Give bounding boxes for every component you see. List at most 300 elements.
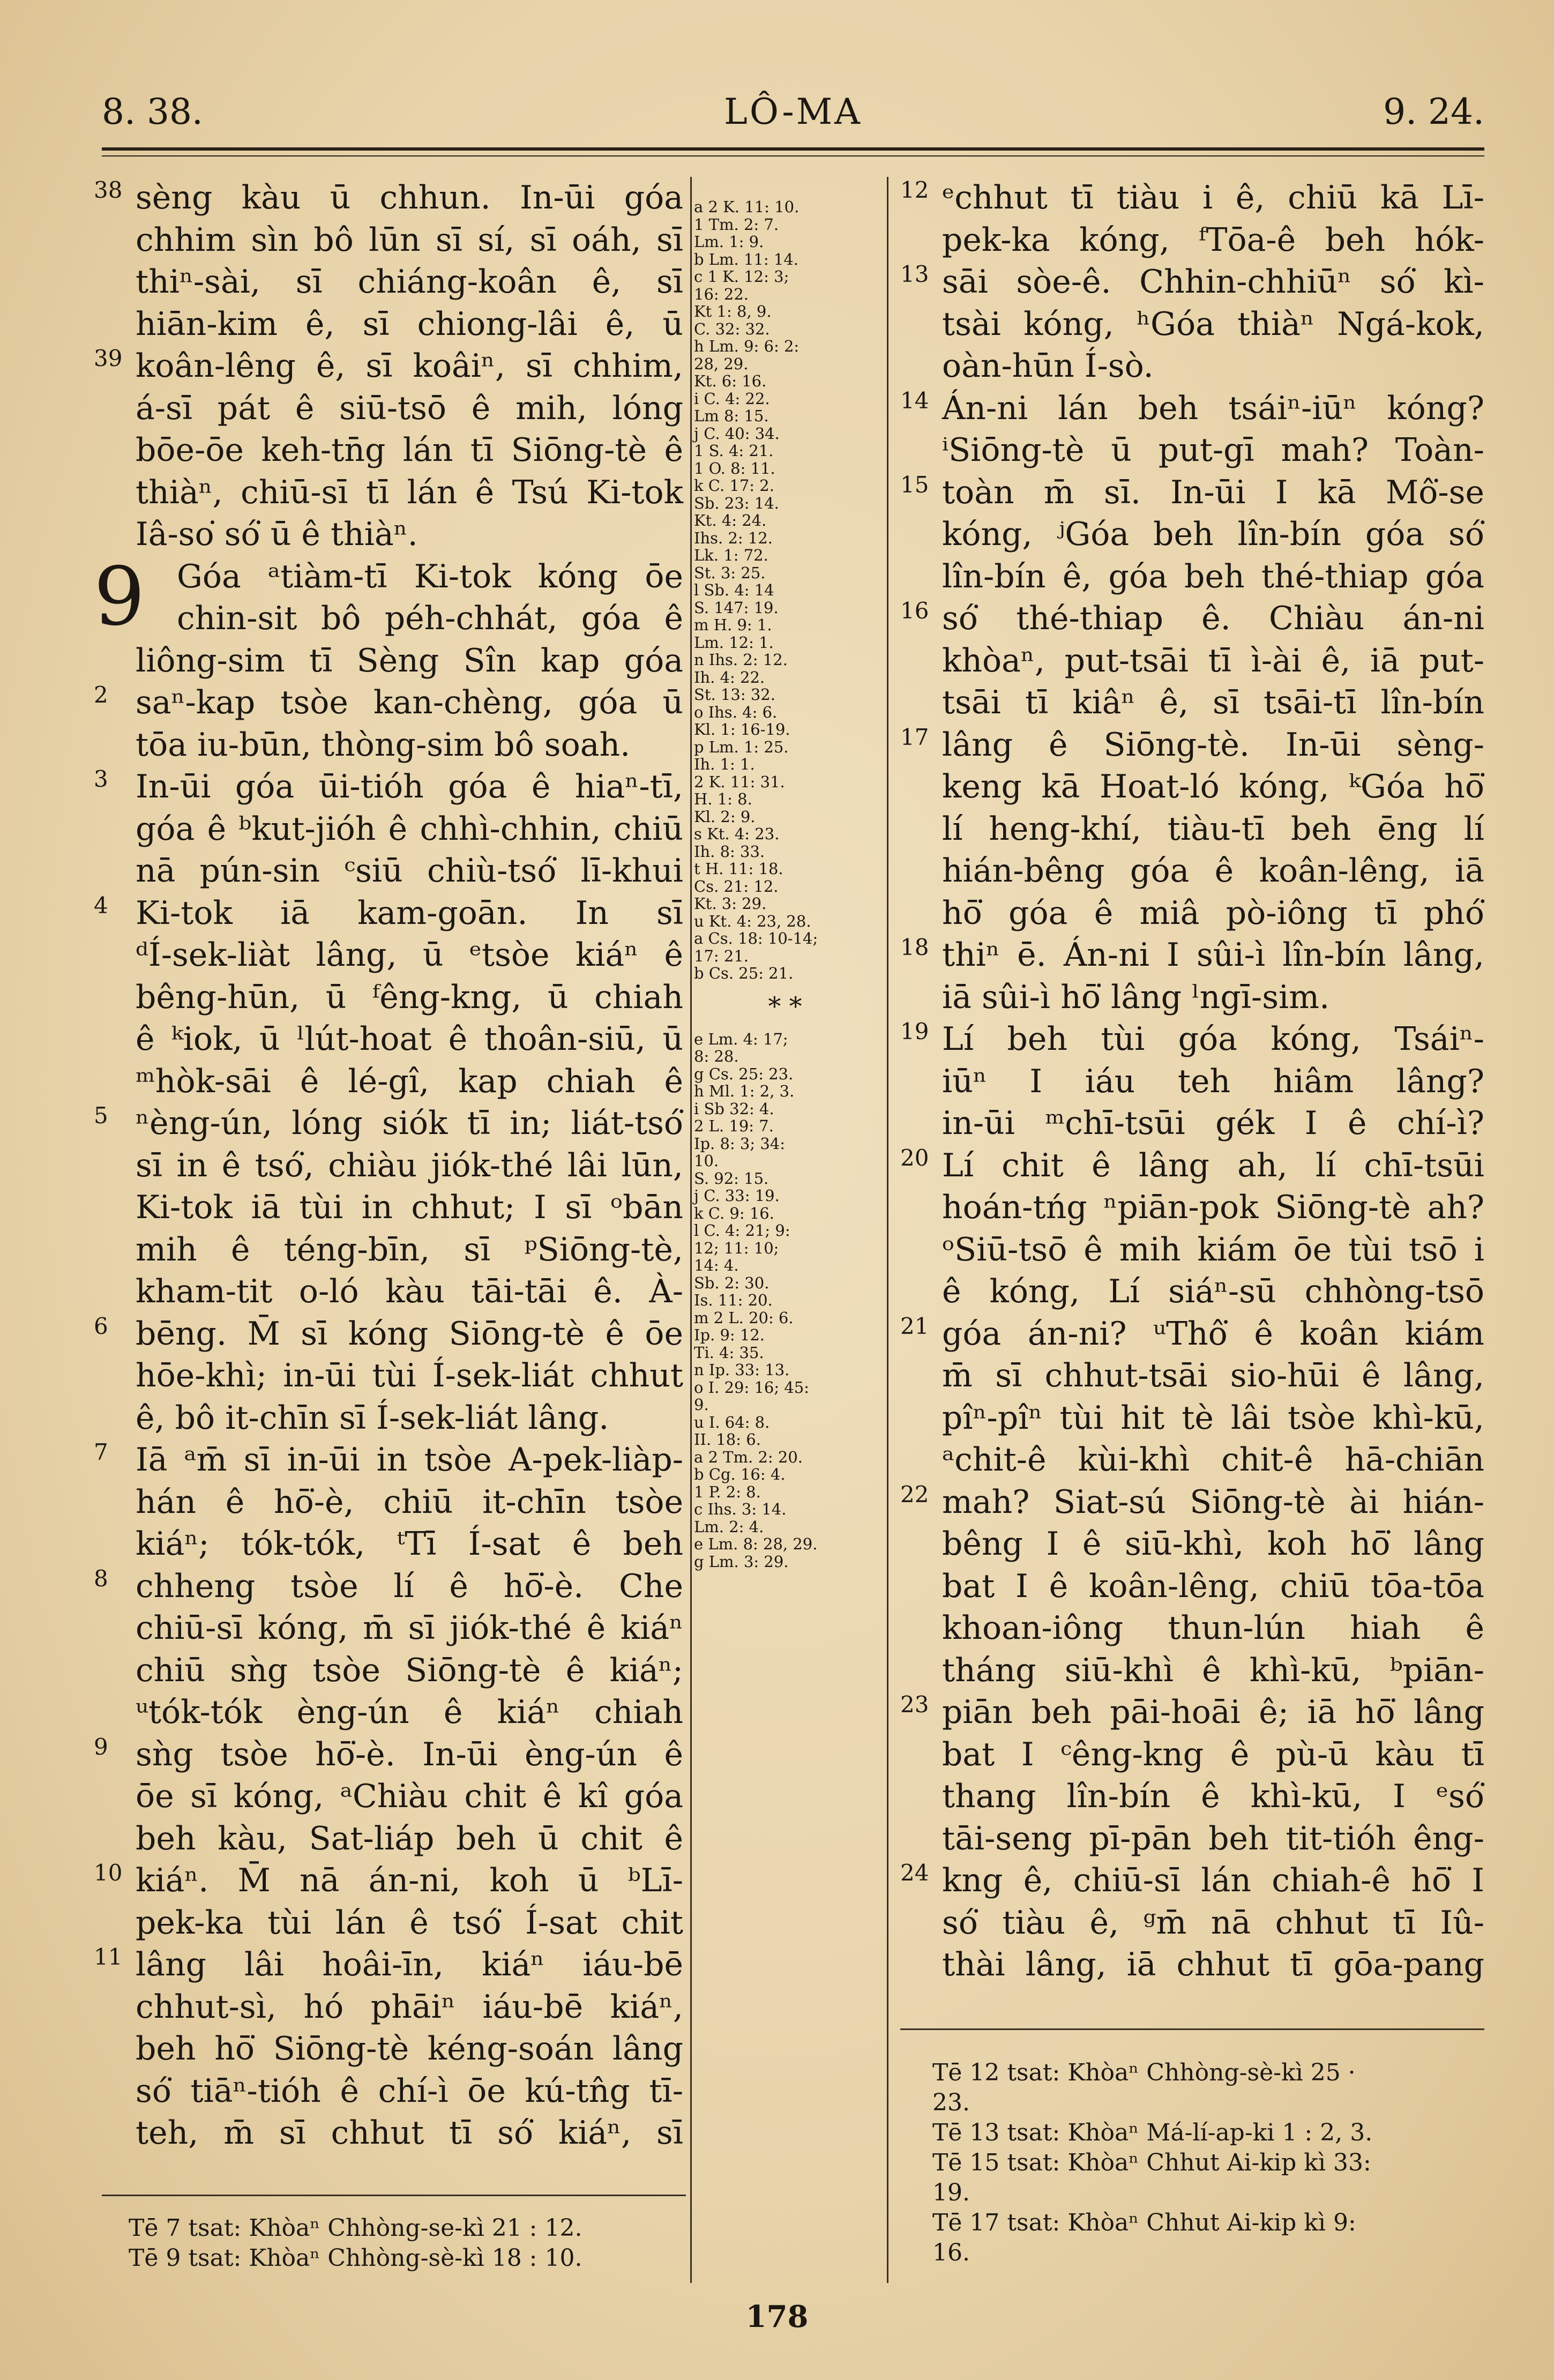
footnote-line: Tē 7 tsat: Khòaⁿ Chhòng-se-kì 21 : 12. <box>129 2214 582 2242</box>
verse-number: 20 <box>900 1144 929 1171</box>
right-verse-line <box>900 766 1484 808</box>
verse-text: hiān-kim ê, sī chiong-lâi ê, ū <box>136 305 683 343</box>
cross-reference: e Lm. 4: 17; <box>694 1029 788 1048</box>
verse-text: tsài kóng, ʰGóa thiàⁿ Ngá-kok, <box>942 305 1484 343</box>
left-verse-line <box>94 513 683 556</box>
right-verse-line <box>900 556 1484 598</box>
verse-text: ᵉchhut tī tiàu i ê, chiū kā Lī- <box>942 179 1484 217</box>
verse-number: 24 <box>900 1860 929 1886</box>
left-verse-line <box>94 1187 683 1229</box>
verse-text: khòaⁿ, put-tsāi tī ì-ài ê, iā put- <box>942 641 1484 680</box>
verse-text: thiàⁿ, chiū-sī tī lán ê Tsú Ki-tok <box>136 473 683 511</box>
verse-text: teh, m̄ sī chhut tī só͘ kiáⁿ, sī <box>136 2114 683 2152</box>
cross-reference: 1 O. 8: 11. <box>694 459 775 478</box>
right-verse-line <box>900 1775 1484 1818</box>
left-verse-line <box>94 1355 683 1397</box>
cross-reference: g Cs. 25: 23. <box>694 1064 794 1083</box>
verse-text: Iā ᵃm̄ sī in-ūi in tsòe A-pek-liàp- <box>136 1441 683 1479</box>
cross-reference: i Sb 32: 4. <box>694 1099 774 1118</box>
cross-reference: m H. 9: 1. <box>694 616 772 634</box>
right-verse-line <box>900 598 1484 640</box>
verse-text: lí heng-khí, tiàu-tī beh ēng lí <box>942 810 1484 848</box>
verse-number: 39 <box>94 345 123 371</box>
verse-text: kham-tit o-ló kàu tāi-tāi ê. À- <box>136 1273 683 1310</box>
verse-text: ê ᵏiok, ū ˡlút-hoat ê thoân-siū, ū <box>136 1020 683 1058</box>
cross-reference: b Cs. 25: 21. <box>694 964 794 982</box>
footnote-rule-right <box>900 2028 1484 2030</box>
left-verse-line <box>94 219 683 262</box>
cross-reference: Sb. 23: 14. <box>694 494 779 512</box>
right-verse-line <box>900 1187 1484 1229</box>
left-verse-line <box>94 1650 683 1692</box>
cross-reference: Cs. 21: 12. <box>694 877 779 896</box>
left-verse-line <box>94 1271 683 1313</box>
verse-number: 9 <box>94 1733 108 1760</box>
verse-text: ᵘtók-tók èng-ún ê kiáⁿ chiah <box>136 1693 683 1731</box>
verse-text: liông-sim tī Sèng Sîn kap góa <box>136 641 683 680</box>
verse-number: 14 <box>900 387 929 414</box>
left-verse-line <box>94 1397 683 1439</box>
cross-reference: m 2 L. 20: 6. <box>694 1308 794 1327</box>
cross-reference: 12; 11: 10; <box>694 1239 779 1257</box>
verse-text: m̄ sī chhut-tsāi sio-hūi ê lâng, <box>942 1357 1484 1394</box>
left-verse-line <box>94 1944 683 1986</box>
cross-reference: c Ihs. 3: 14. <box>694 1500 787 1518</box>
chapter-number: 9 <box>94 550 145 644</box>
cross-reference: Kt. 3: 29. <box>694 894 767 913</box>
verse-text: oàn-hūn Í-sò. <box>942 347 1154 385</box>
cross-reference: 1 S. 4: 21. <box>694 442 774 460</box>
verse-text: pek-ka kóng, ᶠTōa-ê beh hók- <box>942 221 1484 259</box>
verse-text: piān beh pāi-hoāi ê; iā hō͘ lâng <box>942 1693 1484 1731</box>
verse-number: 19 <box>900 1018 929 1044</box>
right-verse-line <box>900 1061 1484 1103</box>
cross-reference: Sb. 2: 30. <box>694 1273 769 1292</box>
footnote-line: 23. <box>932 2089 970 2116</box>
cross-reference: Ip. 9: 12. <box>694 1326 765 1344</box>
verse-text: chin-sit bô péh-chhát, góa ê <box>177 600 683 637</box>
right-verse-line <box>900 1650 1484 1692</box>
header-right-ref: 9. 24. <box>1383 91 1484 132</box>
verse-text: bēng. M̄ sī kóng Siōng-tè ê ōe <box>136 1315 683 1353</box>
header-rule-thin <box>102 155 1484 156</box>
verse-text: In-ūi góa ūi-tióh góa ê hiaⁿ-tī, <box>136 768 683 805</box>
left-verse-line <box>94 345 683 387</box>
cross-reference: St. 3: 25. <box>694 563 766 582</box>
verse-text: beh kàu, Sat-liáp beh ū chit ê <box>136 1819 683 1857</box>
cross-reference: Lm. 12: 1. <box>694 633 774 652</box>
verse-number: 12 <box>900 177 929 203</box>
verse-number: 38 <box>94 177 123 203</box>
left-verse-line <box>94 2028 683 2070</box>
verse-text: ᵒSiū-tsō ê mih kiám ōe tùi tsō i <box>942 1230 1484 1269</box>
verse-text: toàn m̄ sī. In-ūi I kā Mô͘-se <box>942 473 1484 511</box>
right-verse-line <box>900 640 1484 682</box>
verse-text: Lí chit ê lâng ah, lí chī-tsūi <box>942 1146 1484 1184</box>
verse-text: Góa ᵃtiàm-tī Ki-tok kóng ōe <box>177 557 683 595</box>
left-verse-line <box>94 1818 683 1860</box>
cross-reference: k C. 9: 16. <box>694 1204 774 1222</box>
footnotes-left <box>129 2213 582 2273</box>
right-verse-line <box>900 472 1484 514</box>
right-verse-line <box>900 682 1484 724</box>
verse-text: góa ê ᵇkut-jióh ê chhì-chhin, chiū <box>136 810 683 848</box>
verse-text: chiū-sī kóng, m̄ sī jiók-thé ê kiáⁿ <box>136 1609 683 1647</box>
cross-reference: II. 18: 6. <box>694 1430 761 1449</box>
right-verse-line <box>900 1102 1484 1145</box>
verse-number: 11 <box>94 1944 123 1970</box>
cross-reference-column <box>694 198 876 1570</box>
left-verse-line <box>94 1481 683 1524</box>
header-rule <box>102 147 1484 151</box>
left-verse-line <box>94 387 683 430</box>
right-verse-line <box>900 1523 1484 1565</box>
cross-reference: 2 K. 11: 31. <box>694 772 785 791</box>
right-verse-line <box>900 219 1484 262</box>
cross-reference: 28, 29. <box>694 354 749 373</box>
left-verse-line <box>94 1902 683 1944</box>
footnote-line: 16. <box>932 2239 970 2266</box>
verse-number: 18 <box>900 934 929 960</box>
right-verse-line <box>900 1018 1484 1061</box>
verse-text: in-ūi ᵐchī-tsūi gék I ê chí-ì? <box>942 1105 1484 1142</box>
verse-text: thiⁿ ē. Án-ni I sûi-ì lîn-bín lâng, <box>942 936 1484 974</box>
verse-text: só͘ tiāⁿ-tióh ê chí-ì ōe kú-tn̂g tī- <box>136 2072 683 2110</box>
verse-text: bat I ê koân-lêng, chiū tōa-tōa <box>942 1567 1484 1605</box>
verse-number: 15 <box>900 471 929 498</box>
right-verse-line <box>900 892 1484 935</box>
verse-number: 21 <box>900 1312 929 1339</box>
footnotes-right <box>932 2058 1372 2268</box>
verse-text: chhut-sì, hó phāiⁿ iáu-bē kiáⁿ, <box>136 1988 683 2026</box>
left-verse-line <box>94 1145 683 1187</box>
verse-text: só͘ tiàu ê, ᵍm̄ nā chhut tī Iû- <box>942 1904 1484 1942</box>
cross-reference: 9. <box>694 1396 709 1414</box>
verse-text: ᵐhòk-sāi ê lé-gî, kap chiah ê <box>136 1062 683 1100</box>
verse-text: tōa iu-būn, thòng-sim bô soah. <box>136 726 631 764</box>
running-header <box>102 91 1484 139</box>
right-verse-line <box>900 1818 1484 1860</box>
left-verse-line <box>94 1734 683 1776</box>
cross-reference: 8: 28. <box>694 1047 739 1065</box>
left-verse-line <box>94 724 683 766</box>
cross-reference: 2 L. 19: 7. <box>694 1117 774 1135</box>
cross-reference: n Ip. 33: 13. <box>694 1361 790 1379</box>
cross-reference: S. 147: 19. <box>694 598 779 617</box>
right-verse-line <box>900 1944 1484 1986</box>
verse-text: Án-ni lán beh tsáiⁿ-iūⁿ kóng? <box>942 389 1484 427</box>
verse-number: 3 <box>94 766 108 792</box>
right-verse-line <box>900 1145 1484 1187</box>
cross-reference: Kt. 6: 16. <box>694 372 767 390</box>
cross-reference: 1 Tm. 2: 7. <box>694 215 779 234</box>
cross-reference: a 2 Tm. 2: 20. <box>694 1448 803 1466</box>
footnote-line: Tē 12 tsat: Khòaⁿ Chhòng-sè-kì 25 · <box>932 2059 1356 2086</box>
left-verse-line <box>94 2112 683 2154</box>
verse-text: ê, bô it-chīn sī Í-sek-liát lâng. <box>136 1399 609 1437</box>
left-verse-line <box>94 1607 683 1650</box>
cross-reference: 1 P. 2: 8. <box>694 1482 761 1501</box>
verse-text: thiⁿ-sài, sī chiáng-koân ê, sī <box>136 263 683 301</box>
cross-reference: j C. 40: 34. <box>694 424 780 443</box>
cross-reference: b Lm. 11: 14. <box>694 250 798 268</box>
cross-reference: h Lm. 9: 6: 2: <box>694 337 800 355</box>
cross-reference: j C. 33: 19. <box>694 1187 780 1205</box>
cross-reference: St. 13: 32. <box>694 685 775 704</box>
cross-reference: h Ml. 1: 2, 3. <box>694 1082 795 1100</box>
verse-number: 2 <box>94 682 108 708</box>
left-verse-line <box>94 682 683 724</box>
verse-text: ᵃchit-ê kùi-khì chit-ê hā-chiān <box>942 1441 1484 1479</box>
cross-reference: Lm 8: 15. <box>694 407 769 425</box>
cross-reference: Is. 11: 20. <box>694 1291 773 1309</box>
verse-text: sī in ê tsó͘, chiàu jiók-thé lâi lūn, <box>136 1146 683 1184</box>
verse-text: ê kóng, Lí siáⁿ-sū chhòng-tsō <box>942 1273 1484 1310</box>
verse-text: chheng tsòe lí ê hō͘-è. Che <box>136 1567 683 1605</box>
verse-text: bêng I ê siū-khì, koh hō͘ lâng <box>942 1525 1484 1563</box>
cross-reference: Ti. 4: 35. <box>694 1343 764 1362</box>
verse-text: thài lâng, iā chhut tī gōa-pang <box>942 1946 1484 1983</box>
verse-text: Lí beh tùi góa kóng, Tsáiⁿ- <box>942 1020 1484 1058</box>
left-verse-line <box>94 1061 683 1103</box>
cross-reference: o Ihs. 4: 6. <box>694 703 778 721</box>
verse-text: lîn-bín ê, góa beh thé-thiap góa <box>942 557 1484 595</box>
verse-text: á-sī pát ê siū-tsō ê mih, lóng <box>136 389 683 427</box>
verse-text: iā sûi-ì hō͘ lâng ˡngī-sim. <box>942 978 1330 1016</box>
verse-text: bat I ᶜêng-kng ê pù-ū kàu tī <box>942 1735 1484 1773</box>
verse-text: tháng siū-khì ê khì-kū, ᵇpiān- <box>942 1651 1484 1689</box>
right-verse-line <box>900 850 1484 892</box>
cross-reference: Kl. 2: 9. <box>694 807 756 826</box>
left-verse-line <box>94 850 683 892</box>
left-verse-line <box>94 1691 683 1734</box>
footnote-line: Tē 17 tsat: Khòaⁿ Chhut Ai-kip kì 9: <box>932 2209 1356 2236</box>
verse-text: nā pún-sin ᶜsiū chiù-tsó͘ lī-khui <box>136 852 683 890</box>
column-divider-right <box>887 177 888 2283</box>
right-verse-line <box>900 1439 1484 1481</box>
left-verse-line <box>94 472 683 514</box>
cross-reference: 10. <box>694 1152 719 1170</box>
verse-text: Iâ-so͘ só͘ ū ê thiàⁿ. <box>136 516 418 553</box>
right-verse-line <box>900 808 1484 850</box>
verse-number: 4 <box>94 892 108 919</box>
verse-text: koân-lêng ê, sī koâiⁿ, sī chhim, <box>136 347 683 385</box>
right-verse-line <box>900 429 1484 472</box>
verse-text: hián-bêng góa ê koân-lêng, iā <box>942 852 1484 890</box>
verse-text: ⁿèng-ún, lóng siók tī in; liát-tsó͘ <box>136 1105 683 1142</box>
header-book-title: LÔ-MA <box>724 91 862 132</box>
cross-reference: e Lm. 8: 28, 29. <box>694 1535 818 1553</box>
verse-number: 17 <box>900 723 929 750</box>
cross-reference: o I. 29: 16; 45: <box>694 1378 810 1397</box>
verse-number: 7 <box>94 1439 108 1465</box>
left-verse-line <box>94 1313 683 1355</box>
verse-text: khoan-iông thun-lún hiah ê <box>942 1609 1484 1647</box>
left-verse-line <box>94 1565 683 1608</box>
left-verse-line <box>94 808 683 850</box>
left-verse-line <box>94 303 683 346</box>
cross-reference: Lm. 1: 9. <box>694 233 764 251</box>
cross-reference: u Kt. 4: 23, 28. <box>694 912 811 930</box>
left-verse-line <box>94 429 683 472</box>
cross-reference: 16: 22. <box>694 285 749 303</box>
right-verse-line <box>900 303 1484 346</box>
cross-reference: Kl. 1: 16-19. <box>694 720 790 738</box>
right-verse-line <box>900 345 1484 387</box>
cross-reference: Lm. 2: 4. <box>694 1517 764 1536</box>
right-verse-line <box>900 1229 1484 1271</box>
right-verse-line <box>900 934 1484 976</box>
verse-text: sāi sòe-ê. Chhin-chhiūⁿ só͘ kì- <box>942 263 1484 301</box>
verse-number: 22 <box>900 1481 929 1508</box>
cross-reference: c 1 K. 12: 3; <box>694 267 789 286</box>
right-text-column <box>900 177 1484 1986</box>
cross-reference: Kt. 4: 24. <box>694 511 767 529</box>
verse-text: ᵈÍ-sek-liàt lâng, ū ᵉtsòe kiáⁿ ê <box>136 936 683 974</box>
verse-text: kng ê, chiū-sī lán chiah-ê hō͘ I <box>942 1862 1484 1899</box>
cross-reference: l Sb. 4: 14 <box>694 581 774 599</box>
verse-number: 16 <box>900 598 929 624</box>
verse-text: mih ê téng-bīn, sī ᵖSiōng-tè, <box>136 1230 683 1269</box>
cross-reference: C. 32: 32. <box>694 319 770 338</box>
verse-text: Ki-tok iā tùi in chhut; I sī ᵒbān <box>136 1189 683 1226</box>
verse-text: kiáⁿ. M̄ nā án-ni, koh ū ᵇLī- <box>136 1862 683 1899</box>
left-verse-line <box>94 1018 683 1061</box>
cross-reference: u I. 64: 8. <box>694 1413 770 1431</box>
left-verse-line <box>94 1775 683 1818</box>
cross-reference: S. 92: 15. <box>694 1169 769 1188</box>
cross-reference: b Cg. 16: 4. <box>694 1465 786 1483</box>
verse-number: 6 <box>94 1312 108 1339</box>
left-verse-line <box>94 640 683 682</box>
left-verse-line <box>94 177 683 219</box>
verse-number: 23 <box>900 1691 929 1718</box>
header-left-ref: 8. 38. <box>102 91 203 132</box>
left-verse-line <box>94 766 683 808</box>
cross-reference: Ih. 1: 1. <box>694 755 755 773</box>
footnote-line: Tē 15 tsat: Khòaⁿ Chhut Ai-kip kì 33: <box>932 2149 1371 2176</box>
cross-reference: Ip. 8: 3; 34: <box>694 1134 786 1153</box>
verse-text: hōe-khì; in-ūi tùi Í-sek-liát chhut <box>136 1357 683 1394</box>
cross-reference: 14: 4. <box>694 1256 739 1274</box>
left-verse-line <box>94 1439 683 1481</box>
verse-text: bōe-ōe keh-tn̄g lán tī Siōng-tè ê <box>136 431 683 469</box>
page-number: 178 <box>745 2299 809 2334</box>
verse-text: chiū sǹg tsòe Siōng-tè ê kiáⁿ; <box>136 1651 683 1689</box>
verse-text: pek-ka tùi lán ê tsó͘ Í-sat chit <box>136 1904 683 1942</box>
verse-text: góa án-ni? ᵘThô͘ ê koân kiám <box>942 1315 1484 1353</box>
cross-reference: Ihs. 2: 12. <box>694 528 773 547</box>
cross-reference: H. 1: 8. <box>694 790 752 808</box>
right-verse-line <box>900 1271 1484 1313</box>
right-verse-line <box>900 1860 1484 1902</box>
left-verse-line <box>94 934 683 976</box>
verse-text: bêng-hūn, ū ᶠêng-kng, ū chiah <box>136 978 683 1016</box>
right-verse-line <box>900 1565 1484 1608</box>
left-verse-line <box>94 1860 683 1902</box>
verse-text: lâng lâi hoâi-īn, kiáⁿ iáu-bē <box>136 1946 683 1983</box>
verse-text: ⁱSiōng-tè ū put-gī mah? Toàn- <box>942 431 1484 469</box>
verse-text: lâng ê Siōng-tè. In-ūi sèng- <box>942 726 1484 764</box>
cross-reference: k C. 17: 2. <box>694 476 774 495</box>
verse-text: thang lîn-bín ê khì-kū, I ᵉsó͘ <box>942 1778 1484 1815</box>
right-verse-line <box>900 261 1484 303</box>
verse-text: iūⁿ I iáu teh hiâm lâng? <box>942 1062 1484 1100</box>
verse-text: sèng kàu ū chhun. In-ūi góa <box>136 179 683 217</box>
right-verse-line <box>900 1481 1484 1524</box>
cross-reference: g Lm. 3: 29. <box>694 1552 789 1571</box>
cross-reference: s Kt. 4: 23. <box>694 825 780 843</box>
cross-reference: l C. 4: 21; 9: <box>694 1221 790 1240</box>
verse-text: tsāi tī kiâⁿ ê, sī tsāi-tī lîn-bín <box>942 684 1484 721</box>
footnote-line: 19. <box>932 2179 970 2206</box>
left-verse-line <box>94 2070 683 2113</box>
right-verse-line <box>900 1397 1484 1439</box>
right-verse-line <box>900 177 1484 219</box>
verse-number: 8 <box>94 1565 108 1592</box>
verse-number: 5 <box>94 1102 108 1129</box>
right-verse-line <box>900 1313 1484 1355</box>
verse-text: saⁿ-kap tsòe kan-chèng, góa ū <box>136 684 683 721</box>
left-verse-line <box>94 1523 683 1565</box>
verse-text: hō͘ góa ê miâ pò-iông tī phó͘ <box>942 894 1484 932</box>
cross-reference: Ih. 8: 33. <box>694 842 765 861</box>
footnote-rule-left <box>102 2195 686 2196</box>
verse-text: kóng, ʲGóa beh lîn-bín góa só͘ <box>942 516 1484 553</box>
left-verse-line <box>94 598 683 640</box>
right-verse-line <box>900 1902 1484 1944</box>
right-verse-line <box>900 1691 1484 1734</box>
verse-text: beh hō͘ Siōng-tè kéng-soán lâng <box>136 2030 683 2068</box>
right-verse-line <box>900 724 1484 766</box>
cross-reference: t H. 11: 18. <box>694 860 783 878</box>
cross-reference: p Lm. 1: 25. <box>694 737 789 756</box>
left-verse-line <box>94 892 683 935</box>
verse-text: chhim sìn bô lūn sī sí, sī oáh, sī <box>136 221 683 259</box>
verse-text: keng kā Hoat-ló kóng, ᵏGóa hō͘ <box>942 768 1484 805</box>
cross-reference: n Ihs. 2: 12. <box>694 651 788 669</box>
cross-reference: Ih. 4: 22. <box>694 668 765 687</box>
left-text-column <box>94 177 683 2154</box>
verse-text: hán ê hō͘-è, chiū it-chīn tsòe <box>136 1483 683 1521</box>
verse-text: tāi-seng pī-pān beh tit-tióh êng- <box>942 1819 1484 1857</box>
right-verse-line <box>900 387 1484 430</box>
left-verse-line <box>94 1229 683 1271</box>
verse-text: Ki-tok iā kam-goān. In sī <box>136 894 683 932</box>
right-verse-line <box>900 1734 1484 1776</box>
verse-text: ōe sī kóng, ᵃChiàu chit ê kî góa <box>136 1778 683 1815</box>
left-verse-line <box>94 1102 683 1145</box>
right-verse-line <box>900 1355 1484 1397</box>
right-verse-line <box>900 1607 1484 1650</box>
verse-number: 10 <box>94 1860 123 1886</box>
cross-reference: Lk. 1: 72. <box>694 546 768 564</box>
footnote-line: Tē 9 tsat: Khòaⁿ Chhòng-sè-kì 18 : 10. <box>129 2244 582 2272</box>
reference-separator-stars: * * <box>768 991 802 1021</box>
right-verse-line <box>900 976 1484 1019</box>
footnote-line: Tē 13 tsat: Khòaⁿ Má-lí-ap-ki 1 : 2, 3. <box>932 2119 1373 2146</box>
cross-reference: Kt 1: 8, 9. <box>694 302 772 320</box>
cross-reference: i C. 4: 22. <box>694 389 770 408</box>
column-divider-left <box>690 177 692 2283</box>
cross-reference: 17: 21. <box>694 946 749 965</box>
left-verse-line <box>94 976 683 1019</box>
cross-reference: a Cs. 18: 10-14; <box>694 929 818 947</box>
left-verse-line <box>94 1986 683 2028</box>
left-verse-line <box>94 261 683 303</box>
verse-text: kiáⁿ; tók-tók, ᵗTī Í-sat ê beh <box>136 1525 683 1563</box>
verse-text: mah? Siat-sú Siōng-tè ài hián- <box>942 1483 1484 1521</box>
